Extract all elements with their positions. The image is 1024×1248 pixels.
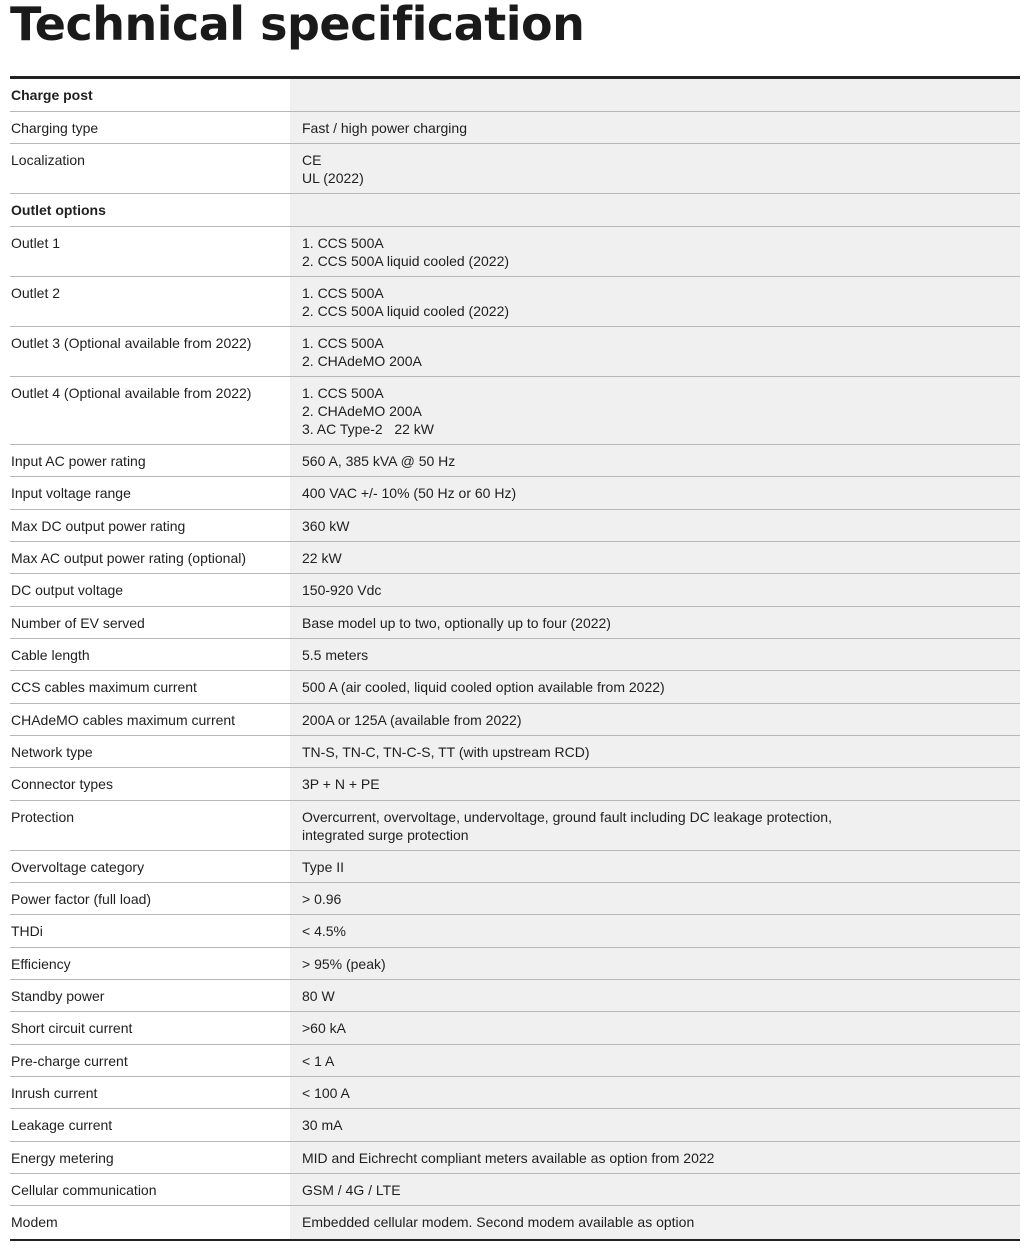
table-row <box>10 671 1020 704</box>
spec-value-line: 1. CCS 500A <box>302 335 384 351</box>
spec-value <box>290 144 1020 193</box>
spec-label: Energy metering <box>11 1150 114 1166</box>
spec-label: Cable length <box>11 647 90 663</box>
spec-value-line: Fast / high power charging <box>302 120 467 136</box>
table-row <box>10 327 1020 377</box>
spec-value <box>290 736 1020 767</box>
section-label: Charge post <box>11 87 93 103</box>
table-row <box>10 542 1020 574</box>
spec-value-line: 150-920 Vdc <box>302 582 382 598</box>
spec-value <box>290 1109 1020 1141</box>
table-row <box>10 801 1020 851</box>
spec-value <box>290 327 1020 376</box>
spec-label: Connector types <box>11 776 113 792</box>
spec-value <box>290 1206 1020 1239</box>
table-row <box>10 445 1020 477</box>
table-row <box>10 377 1020 445</box>
spec-label: Inrush current <box>11 1085 98 1101</box>
spec-value <box>290 1077 1020 1108</box>
spec-value <box>290 477 1020 509</box>
spec-value <box>290 112 1020 143</box>
table-row <box>10 704 1020 736</box>
spec-value-line: Embedded cellular modem. Second modem available as option <box>302 1214 695 1230</box>
spec-label: CCS cables maximum current <box>11 679 197 695</box>
spec-value-line: 30 mA <box>302 1117 343 1133</box>
spec-value-line: < 4.5% <box>302 923 346 939</box>
spec-value-line: < 100 A <box>302 1085 350 1101</box>
spec-value <box>290 639 1020 670</box>
spec-label: Input AC power rating <box>11 453 146 469</box>
spec-label: Localization <box>11 152 85 168</box>
spec-value <box>290 574 1020 606</box>
spec-value-line: > 0.96 <box>302 891 342 907</box>
table-row <box>10 1109 1020 1142</box>
spec-label: Charging type <box>11 120 99 136</box>
table-row <box>10 574 1020 607</box>
spec-value-line: 3. AC Type-2 22 kW <box>302 421 435 437</box>
spec-value-line: 360 kW <box>302 518 350 534</box>
table-row <box>10 1142 1020 1174</box>
table-row <box>10 510 1020 542</box>
spec-value-line: integrated surge protection <box>302 827 469 843</box>
spec-value-line: < 1 A <box>302 1053 335 1069</box>
spec-value-line: >60 kA <box>302 1020 346 1036</box>
spec-label: THDi <box>11 923 43 939</box>
spec-value-line: 2. CCS 500A liquid cooled (2022) <box>302 303 510 319</box>
spec-value-line: > 95% (peak) <box>302 956 386 972</box>
table-row <box>10 768 1020 801</box>
table-row <box>10 477 1020 510</box>
spec-value <box>290 704 1020 735</box>
spec-value <box>290 851 1020 882</box>
spec-value-line: 1. CCS 500A <box>302 235 384 251</box>
table-row <box>10 1174 1020 1206</box>
table-row <box>10 607 1020 639</box>
spec-value <box>290 883 1020 914</box>
page-title: Technical specification <box>10 0 585 51</box>
spec-label: DC output voltage <box>11 582 124 598</box>
spec-label: Cellular communication <box>11 1182 157 1198</box>
spec-label: Outlet 2 <box>11 285 61 301</box>
spec-value <box>290 445 1020 476</box>
spec-value-line: 2. CCS 500A liquid cooled (2022) <box>302 253 510 269</box>
spec-label: Short circuit current <box>11 1020 133 1036</box>
table-row <box>10 277 1020 327</box>
spec-label: Max AC output power rating (optional) <box>11 550 247 566</box>
spec-value <box>290 801 1020 850</box>
spec-value <box>290 194 1020 226</box>
spec-value-line: Type II <box>302 859 345 875</box>
table-row <box>10 883 1020 915</box>
section-header-row <box>10 79 1020 112</box>
spec-value-line: 1. CCS 500A <box>302 385 384 401</box>
spec-value-line: MID and Eichrecht compliant meters available as option from 2022 <box>302 1150 715 1166</box>
table-row <box>10 948 1020 980</box>
spec-value <box>290 277 1020 326</box>
spec-value <box>290 1174 1020 1205</box>
spec-value <box>290 671 1020 703</box>
spec-value <box>290 915 1020 947</box>
spec-value-line: UL (2022) <box>302 170 364 186</box>
spec-value <box>290 1045 1020 1076</box>
table-row <box>10 144 1020 194</box>
spec-value-line: 80 W <box>302 988 335 1004</box>
spec-value <box>290 79 1020 111</box>
spec-label: Overvoltage category <box>11 859 145 875</box>
spec-label: Outlet 3 (Optional available from 2022) <box>11 335 252 351</box>
table-row <box>10 1045 1020 1077</box>
table-row <box>10 915 1020 948</box>
spec-value <box>290 510 1020 541</box>
spec-label: Number of EV served <box>11 615 145 631</box>
table-row <box>10 1206 1020 1239</box>
spec-value-line: 2. CHAdeMO 200A <box>302 353 422 369</box>
spec-label: Power factor (full load) <box>11 891 152 907</box>
table-row <box>10 736 1020 768</box>
spec-value <box>290 768 1020 800</box>
spec-value-line: 1. CCS 500A <box>302 285 384 301</box>
table-row <box>10 851 1020 883</box>
spec-value-line: 2. CHAdeMO 200A <box>302 403 422 419</box>
spec-value-line: 200A or 125A (available from 2022) <box>302 712 522 728</box>
table-row <box>10 1012 1020 1045</box>
spec-label: Network type <box>11 744 93 760</box>
spec-value-line: 22 kW <box>302 550 342 566</box>
spec-value-line: 3P + N + PE <box>302 776 380 792</box>
spec-label: CHAdeMO cables maximum current <box>11 712 236 728</box>
spec-value-line: 5.5 meters <box>302 647 369 663</box>
table-row <box>10 112 1020 144</box>
spec-value <box>290 377 1020 444</box>
section-label: Outlet options <box>11 202 106 218</box>
spec-value-line: Base model up to two, optionally up to four (2022) <box>302 615 611 631</box>
spec-value-line: 400 VAC +/- 10% (50 Hz or 60 Hz) <box>302 485 517 501</box>
spec-label: Input voltage range <box>11 485 131 501</box>
spec-label: Pre-charge current <box>11 1053 128 1069</box>
spec-value <box>290 980 1020 1011</box>
spec-value <box>290 1142 1020 1173</box>
spec-label: Max DC output power rating <box>11 518 186 534</box>
table-row <box>10 980 1020 1012</box>
spec-value <box>290 542 1020 573</box>
table-row <box>10 639 1020 671</box>
spec-label: Leakage current <box>11 1117 113 1133</box>
spec-value-line: Overcurrent, overvoltage, undervoltage, ground fault including DC leakage protection, <box>302 809 832 825</box>
table-row <box>10 1077 1020 1109</box>
spec-value-line: TN-S, TN-C, TN-C-S, TT (with upstream RCD) <box>302 744 590 760</box>
spec-label: Standby power <box>11 988 105 1004</box>
section-header-row <box>10 194 1020 227</box>
table-row <box>10 227 1020 277</box>
spec-label: Protection <box>11 809 75 825</box>
spec-value-line: 500 A (air cooled, liquid cooled option available from 2022) <box>302 679 665 695</box>
spec-label: Outlet 4 (Optional available from 2022) <box>11 385 252 401</box>
spec-label: Outlet 1 <box>11 235 61 251</box>
spec-value <box>290 227 1020 276</box>
spec-value <box>290 607 1020 638</box>
spec-table <box>10 76 1020 1241</box>
spec-label: Efficiency <box>11 956 71 972</box>
spec-value-line: 560 A, 385 kVA @ 50 Hz <box>302 453 456 469</box>
spec-label: Modem <box>11 1214 58 1230</box>
spec-value-line: GSM / 4G / LTE <box>302 1182 401 1198</box>
spec-value <box>290 1012 1020 1044</box>
spec-value <box>290 948 1020 979</box>
spec-value-line: CE <box>302 152 322 168</box>
